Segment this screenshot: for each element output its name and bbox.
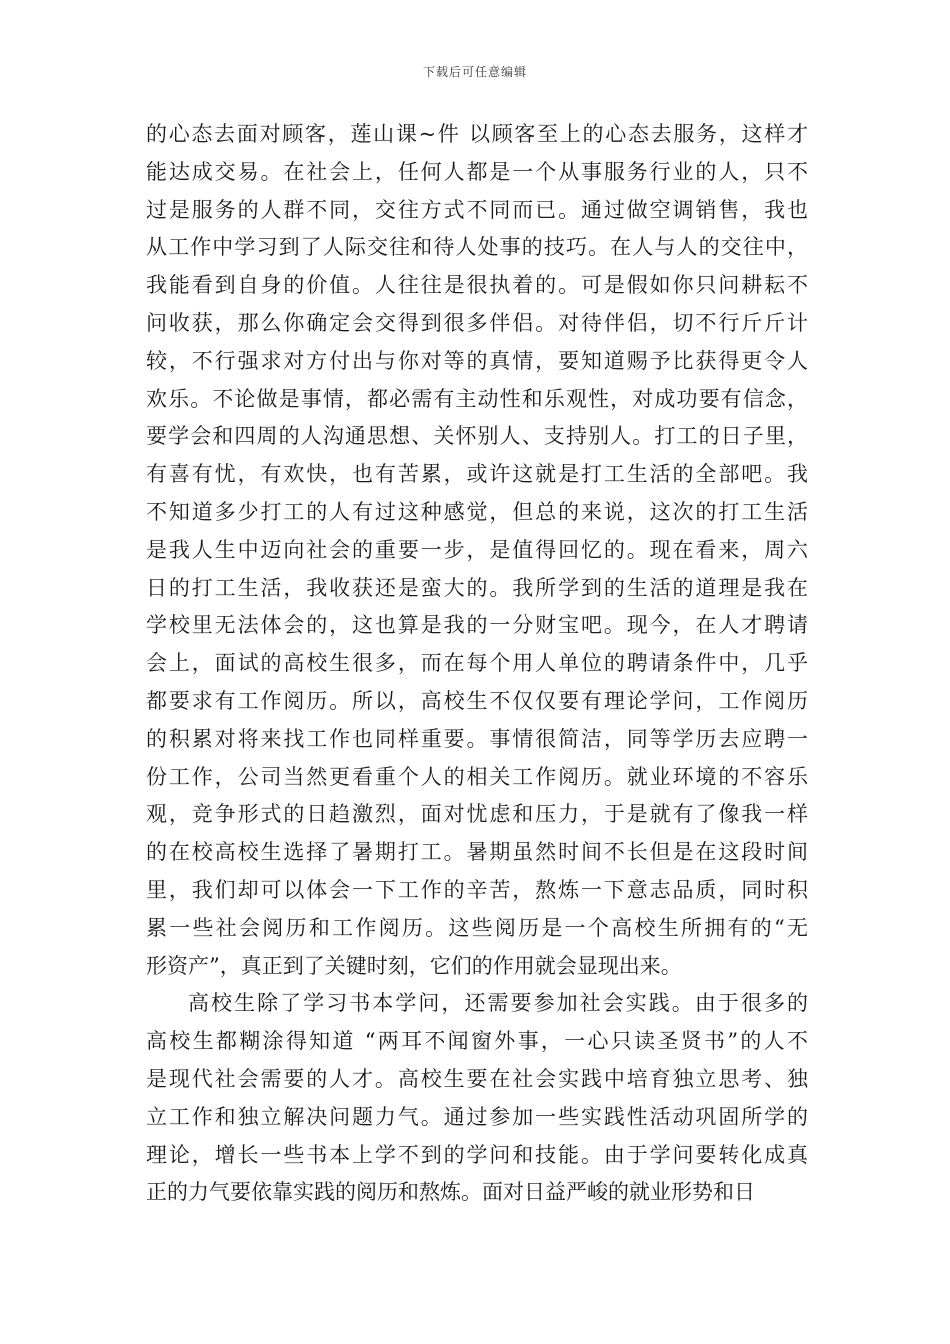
text-line: 高校生都糊涂得知道 “两耳不闻窗外事，一心只读圣贤书”的人不	[146, 1029, 808, 1054]
text-line: 累一些社会阅历和工作阅历。这些阅历是一个高校生所拥有的“无	[146, 915, 808, 940]
text-line: 的积累对将来找工作也同样重要。事情很简洁，同等学历去应聘一	[146, 726, 808, 751]
document-body	[146, 116, 808, 1212]
text-line: 从工作中学习到了人际交往和待人处事的技巧。在人与人的交往中，	[146, 235, 808, 260]
text-line: 欢乐。不论做是事情，都必需有主动性和乐观性，对成功要有信念，	[146, 386, 808, 411]
text-line: 过是服务的人群不同，交往方式不同而已。通过做空调销售，我也	[146, 197, 808, 222]
text-line: 我能看到自身的价值。人往往是很执着的。可是假如你只问耕耘不	[146, 273, 808, 298]
text-line: 会上，面试的高校生很多，而在每个用人单位的聘请条件中，几乎	[146, 651, 808, 676]
text-line: 形资产”，真正到了关键时刻，它们的作用就会显现出来。	[146, 953, 682, 978]
text-line: 立工作和独立解决问题力气。通过参加一些实践性活动巩固所学的	[146, 1104, 808, 1129]
text-line: 能达成交易。在社会上，任何人都是一个从事服务行业的人，只不	[146, 159, 808, 184]
text-line: 是现代社会需要的人才。高校生要在社会实践中培育独立思考、独	[146, 1066, 808, 1091]
text-line: 理论，增长一些书本上学不到的学问和技能。由于学问要转化成真	[146, 1142, 808, 1167]
text-line: 份工作，公司当然更看重个人的相关工作阅历。就业环境的不容乐	[146, 764, 808, 789]
text-line: 高校生除了学习书本学问，还需要参加社会实践。由于很多的	[188, 991, 808, 1016]
text-line: 的在校高校生选择了暑期打工。暑期虽然时间不长但是在这段时间	[146, 840, 808, 865]
page-header: 下载后可任意编辑	[422, 65, 527, 79]
text-line: 不知道多少打工的人有过这种感觉，但总的来说，这次的打工生活	[146, 499, 808, 524]
text-line: 里，我们却可以体会一下工作的辛苦，熬炼一下意志品质，同时积	[146, 877, 808, 902]
text-line: 观，竞争形式的日趋激烈，面对忧虑和压力，于是就有了像我一样	[146, 802, 808, 827]
text-line: 有喜有忧，有欢快，也有苦累，或许这就是打工生活的全部吧。我	[146, 462, 808, 487]
text-line: 学校里无法体会的，这也算是我的一分财宝吧。现今，在人才聘请	[146, 613, 808, 638]
paragraph	[146, 985, 808, 1212]
text-line: 都要求有工作阅历。所以，高校生不仅仅要有理论学问，工作阅历	[146, 688, 808, 713]
text-line: 较，不行强求对方付出与你对等的真情，要知道赐予比获得更令人	[146, 348, 808, 373]
text-line: 日的打工生活，我收获还是蛮大的。我所学到的生活的道理是我在	[146, 575, 808, 600]
text-line: 的心态去面对顾客，莲山课~件 以顾客至上的心态去服务，这样才	[146, 122, 808, 146]
text-line: 正的力气要依靠实践的阅历和熬炼。面对日益严峻的就业形势和日	[146, 1180, 755, 1205]
text-line: 问收获，那么你确定会交得到很多伴侣。对待伴侣，切不行斤斤计	[146, 310, 808, 335]
text-line: 要学会和四周的人沟通思想、关怀别人、支持别人。打工的日子里，	[146, 424, 808, 449]
text-line: 是我人生中迈向社会的重要一步，是值得回忆的。现在看来，周六	[146, 537, 808, 562]
paragraph	[146, 116, 808, 985]
